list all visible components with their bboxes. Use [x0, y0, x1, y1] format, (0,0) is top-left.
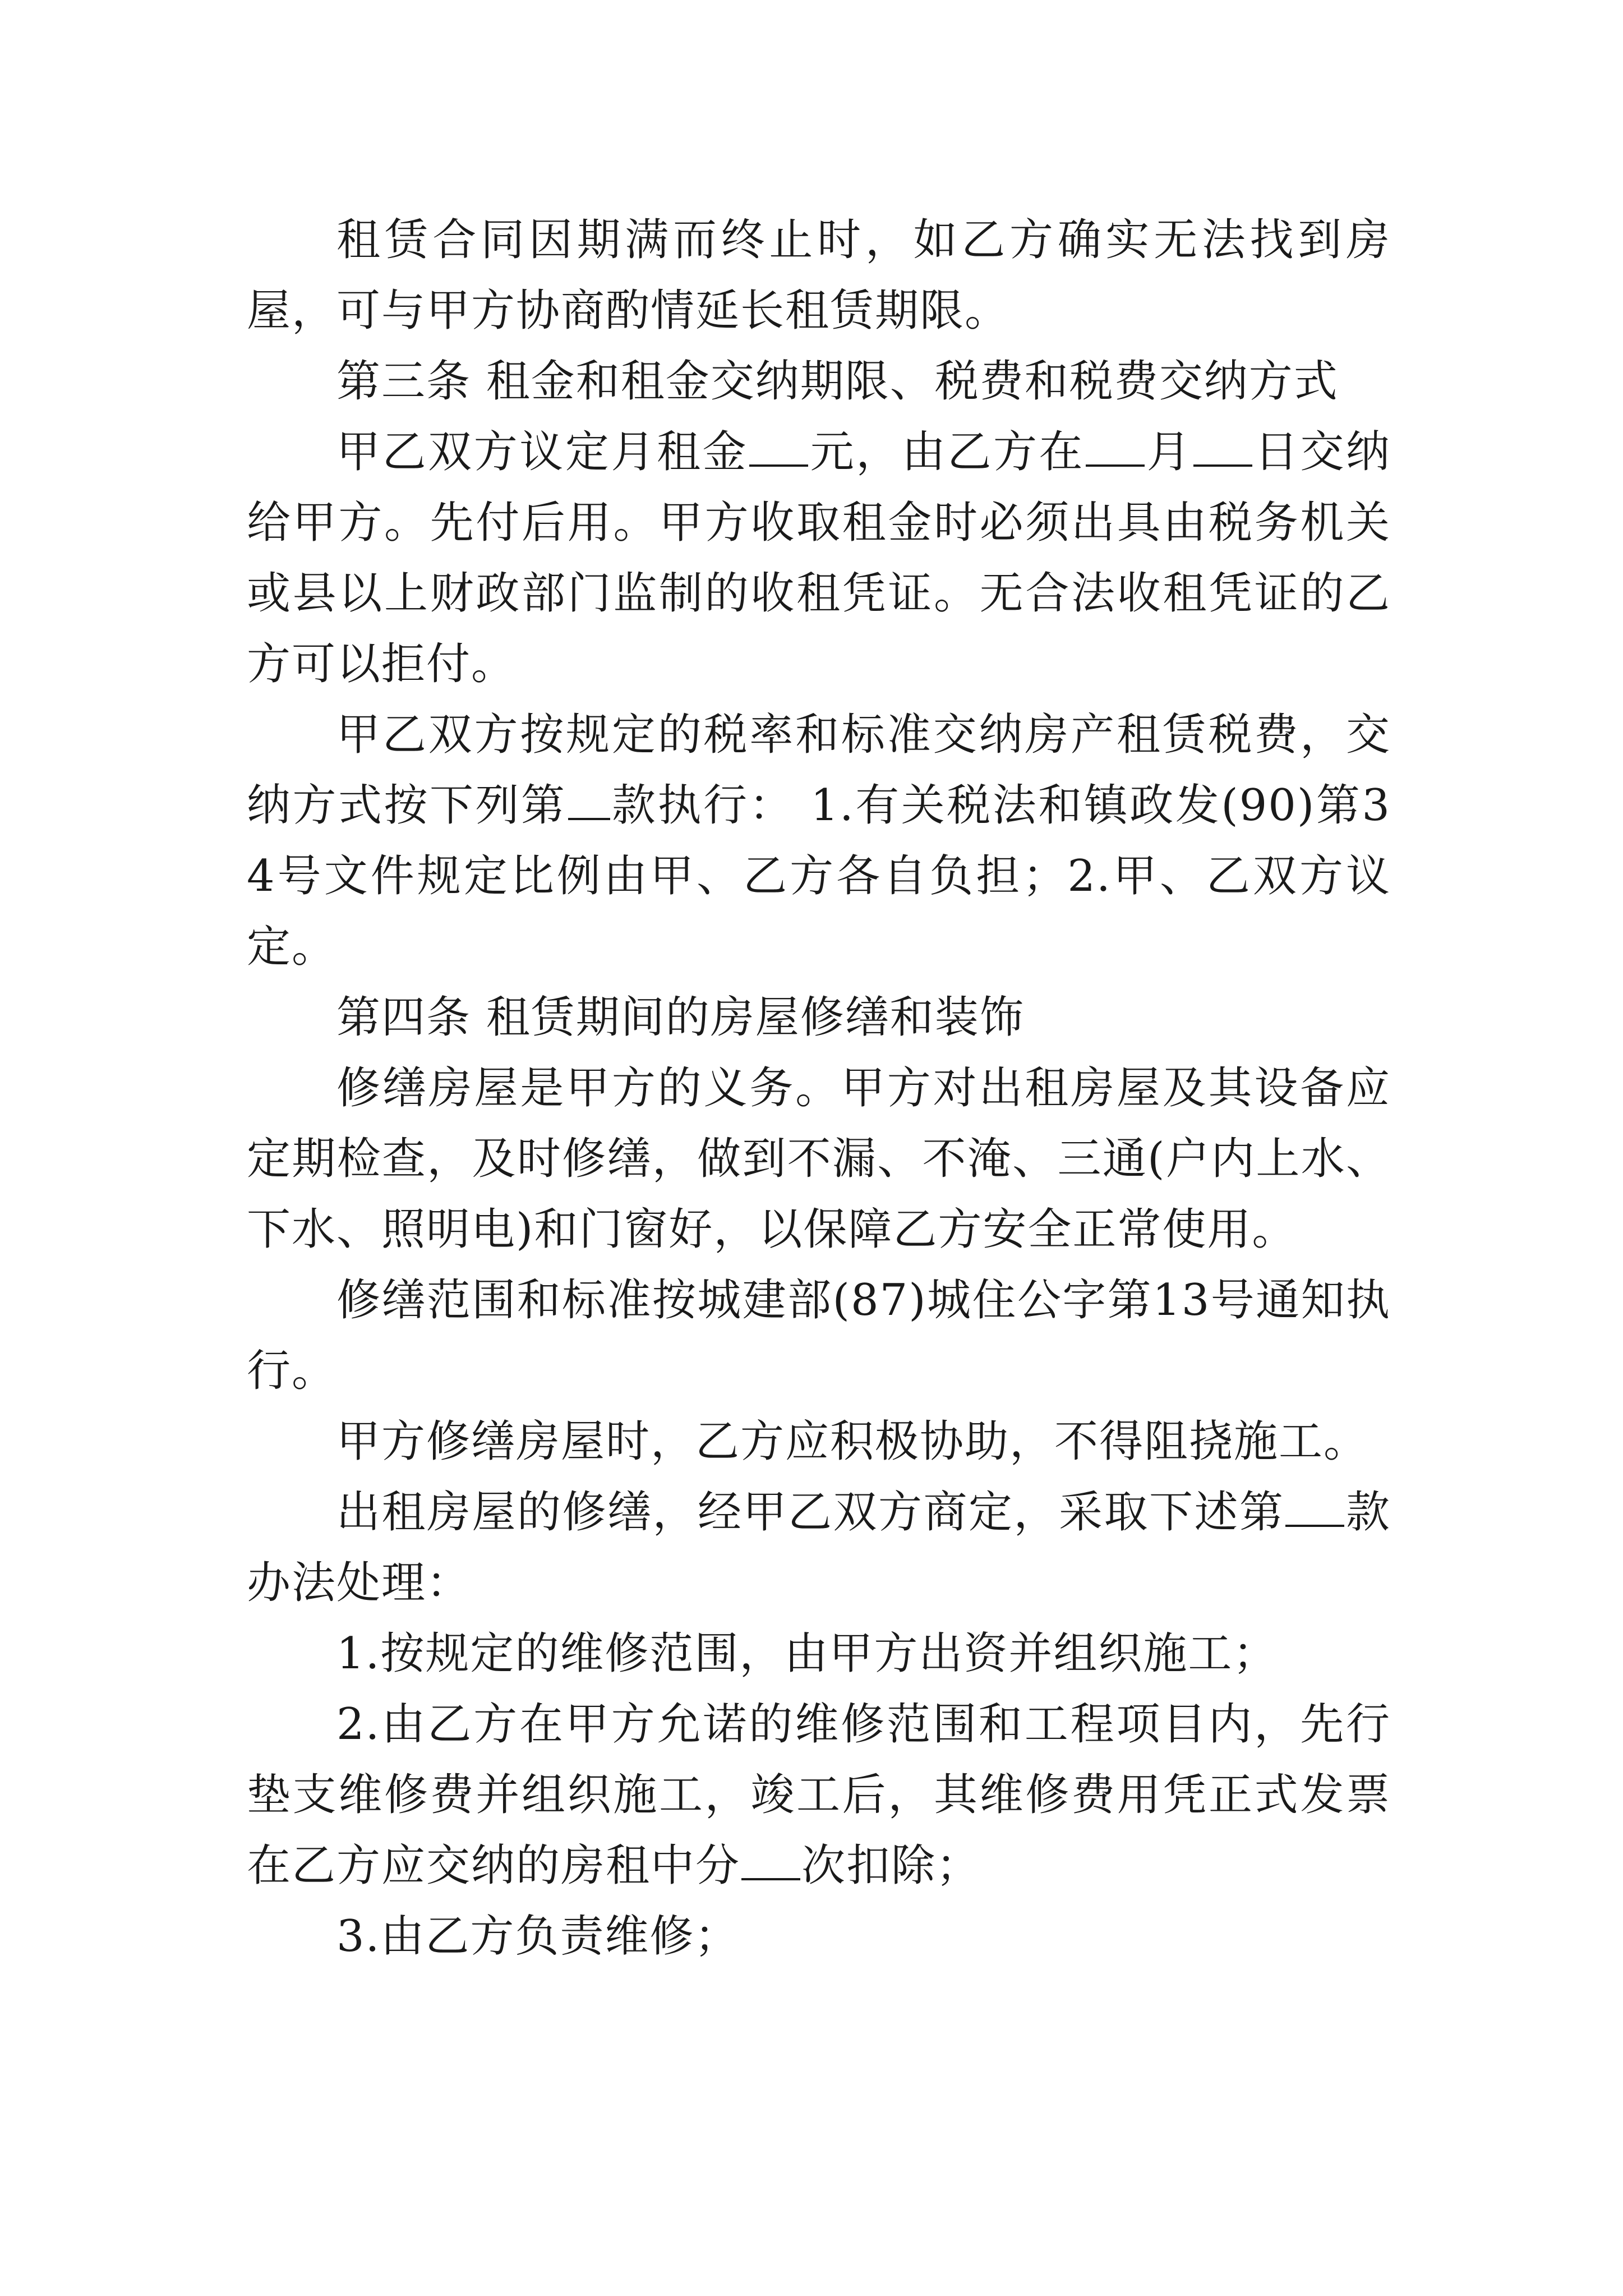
item2-text-1: 2.由乙方在甲方允诺的维修范围和工程项目内，先行垫支维修费并组织施工，竣工后，其维修费用凭正式发票在乙方应交纳的房租中分	[247, 1699, 1391, 1891]
article-3-heading: 第三条 租金和租金交纳期限、税费和税费交纳方式	[336, 356, 1339, 407]
article-4-heading: 第四条 租赁期间的房屋修缮和装饰	[336, 992, 1025, 1043]
list-item-2	[247, 1689, 1391, 1901]
paragraph-lease-extension: 租赁合同因期满而终止时，如乙方确实无法找到房屋，可与甲方协商酌情延长租赁期限。	[247, 215, 1391, 336]
paragraph-repair-standard: 修缮范围和标准按城建部(87)城住公字第13号通知执行。	[247, 1275, 1391, 1396]
rent-text-4: 日交纳给甲方。先付后用。甲方收取租金时必须出具由税务机关或县以上财政部门监制的收租凭证。无合法收租凭证的乙方可以拒付。	[247, 427, 1391, 689]
tax-clause-blank	[568, 779, 610, 820]
method-clause-blank	[1285, 1485, 1344, 1527]
rent-text-3: 月	[1146, 427, 1193, 477]
rent-text-2: 元，由乙方在	[809, 427, 1085, 477]
paragraph-tax-payment	[247, 700, 1391, 982]
paragraph-repair-duty: 修缮房屋是甲方的义务。甲方对出租房屋及其设备应定期检查，及时修缮，做到不漏、不淹、三通(户内上水、下水、照明电)和门窗好，以保障乙方安全正常使用。	[247, 1063, 1391, 1255]
payment-day-blank	[1193, 425, 1252, 467]
payment-month-blank	[1086, 425, 1145, 467]
list-item-3: 3.由乙方负责维修；	[336, 1911, 740, 1962]
item2-text-2: 次扣除；	[801, 1841, 981, 1891]
paragraph-monthly-rent	[247, 417, 1391, 700]
paragraph-repair-method	[247, 1477, 1391, 1618]
method-text-1: 出租房屋的修缮，经甲乙双方商定，采取下述第	[336, 1487, 1285, 1538]
deduction-count-blank	[741, 1839, 800, 1880]
rent-text-1: 甲乙双方议定月租金	[336, 427, 749, 477]
tax-text-2: 款执行： 1.有关税法和镇政发(90)第34号文件规定比例由甲、乙方各自负担；2.甲、乙双方议定。	[247, 780, 1391, 972]
rent-amount-blank	[749, 425, 808, 467]
method-text-2: 款办法处理：	[247, 1487, 1391, 1608]
list-item-1: 1.按规定的维修范围，由甲方出资并组织施工；	[336, 1628, 1278, 1679]
paragraph-repair-cooperation: 甲方修缮房屋时，乙方应积极协助，不得阻挠施工。	[336, 1416, 1369, 1467]
tax-text-1: 甲乙双方按规定的税率和标准交纳房产租赁税费，交纳方式按下列第	[247, 710, 1391, 831]
document-body	[247, 205, 1391, 1972]
